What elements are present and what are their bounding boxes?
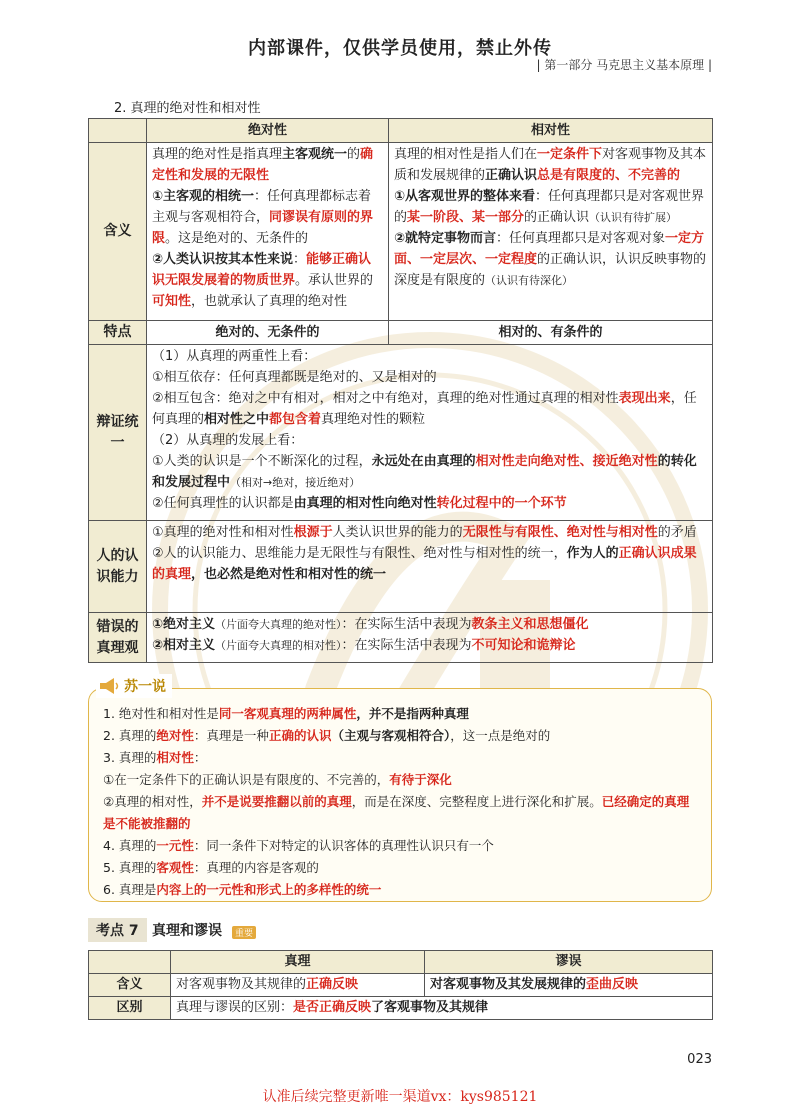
col-header-falsity: 谬误 — [425, 951, 713, 974]
row-header-tt-meaning: 含义 — [89, 974, 171, 997]
su-line-5: ②真理的相对性，并不是说要推翻以前的真理，而是在深度、完整程度上进行深化和扩展。已经确定的真理是不能被推翻的 — [103, 794, 690, 831]
row-header-wrong-view: 错误的真理观 — [89, 613, 147, 663]
section-heading: 2. 真理的绝对性和相对性 — [114, 101, 261, 116]
page-header-title: 内部课件，仅供学员使用，禁止外传 — [248, 38, 552, 59]
row-header-meaning: 含义 — [89, 143, 147, 321]
su-line-8: 6. 真理是内容上的一元性和形式上的多样性的统一 — [103, 882, 382, 897]
kaodian-badge: 考点 7 — [88, 918, 147, 942]
su-line-3: 3. 真理的相对性： — [103, 750, 207, 765]
su-line-1: 1. 绝对性和相对性是同一客观真理的两种属性，并不是指两种真理 — [103, 706, 469, 721]
col-header-relative: 相对性 — [389, 119, 713, 143]
su-says-label: 苏一说 — [96, 674, 172, 698]
corner-cell — [89, 119, 147, 143]
col-header-truth: 真理 — [171, 951, 425, 974]
dialectic-unity-cell: （1）从真理的两重性上看： ①相互依存：任何真理都既是绝对的、又是相对的 ②相互包含：绝对之中有相对，相对之中有绝对，真理的绝对性通过真理的相对性表现出来，任何真理的相对性之中都包含着真理绝对性的颗粒 （2）从真理的发展上看： ①人类的认识是一个不断深化的过程，永远处在由真理的相对性走向绝对性、接近绝对性的转化和发展过程中（相对→绝对，接近绝对） ②任何真理性的认识都是由真理的相对性向绝对性转化过程中的一个环节 — [147, 345, 713, 521]
su-line-4: ①在一定条件下的正确认识是有限度的、不完善的，有待于深化 — [103, 772, 452, 787]
relative-meaning-cell: 真理的相对性是指人们在一定条件下对客观事物及其本质和发展规律的正确认识总是有限度的、不完善的 ①从客观世界的整体来看：任何真理都只是对客观世界的某一阶段、某一部分的正确认识（认识有待扩展） ②就特定事物而言：任何真理都只是对客观对象一定方面、一定层次、一定程度的正确认识，认识反映事物的深度是有限度的（认识有待深化） — [389, 143, 713, 321]
wrong-view-cell: ①绝对主义（片面夸大真理的绝对性）：在实际生活中表现为教条主义和思想僵化 ②相对主义（片面夸大真理的相对性）：在实际生活中表现为不可知论和诡辩论 — [147, 613, 713, 663]
kaodian-title: 真理和谬误 — [152, 923, 222, 939]
absolute-feature-cell: 绝对的、无条件的 — [147, 321, 389, 345]
su-line-7: 5. 真理的客观性：真理的内容是客观的 — [103, 860, 319, 875]
page-header-section: | 第一部分 马克思主义基本原理 | — [536, 58, 712, 72]
difference-cell: 真理与谬误的区别：是否正确反映了客观事物及其规律 — [171, 997, 713, 1020]
page-number: 023 — [687, 1052, 712, 1067]
footer-notice: 认准后续完整更新唯一渠道vx：kys985121 — [262, 1089, 538, 1105]
corner-cell — [89, 951, 171, 974]
su-line-2: 2. 真理的绝对性：真理是一种正确的认识（主观与客观相符合），这一点是绝对的 — [103, 728, 551, 743]
absolute-meaning-cell: 真理的绝对性是指真理主客观统一的确定性和发展的无限性 ①主客观的相统一：任何真理都标志着主观与客观相符合，同谬误有原则的界限。这是绝对的、无条件的 ②人类认识按其本性来说：能够正确认识无限发展着的物质世界。承认世界的可知性，也就承认了真理的绝对性 — [147, 143, 389, 321]
megaphone-icon — [98, 677, 120, 695]
row-header-feature: 特点 — [89, 321, 147, 345]
important-tag: 重要 — [232, 926, 256, 939]
truth-absolute-relative-table — [88, 118, 713, 663]
su-says-box — [88, 688, 712, 902]
relative-feature-cell: 相对的、有条件的 — [389, 321, 713, 345]
row-header-ability: 人的认识能力 — [89, 521, 147, 613]
truth-meaning-cell: 对客观事物及其规律的正确反映 — [171, 974, 425, 997]
row-header-dialectic: 辩证统一 — [89, 345, 147, 521]
cognitive-ability-cell: ①真理的绝对性和相对性根源于人类认识世界的能力的无限性与有限性、绝对性与相对性的矛盾 ②人的认识能力、思维能力是无限性与有限性、绝对性与相对性的统一，作为人的正确认识成果的真理，也必然是绝对性和相对性的统一 — [147, 521, 713, 613]
row-header-tt-diff: 区别 — [89, 997, 171, 1020]
falsity-meaning-cell: 对客观事物及其发展规律的歪曲反映 — [425, 974, 713, 997]
truth-falsity-table — [88, 950, 713, 1020]
col-header-absolute: 绝对性 — [147, 119, 389, 143]
su-line-6: 4. 真理的一元性：同一条件下对特定的认识客体的真理性认识只有一个 — [103, 838, 494, 853]
